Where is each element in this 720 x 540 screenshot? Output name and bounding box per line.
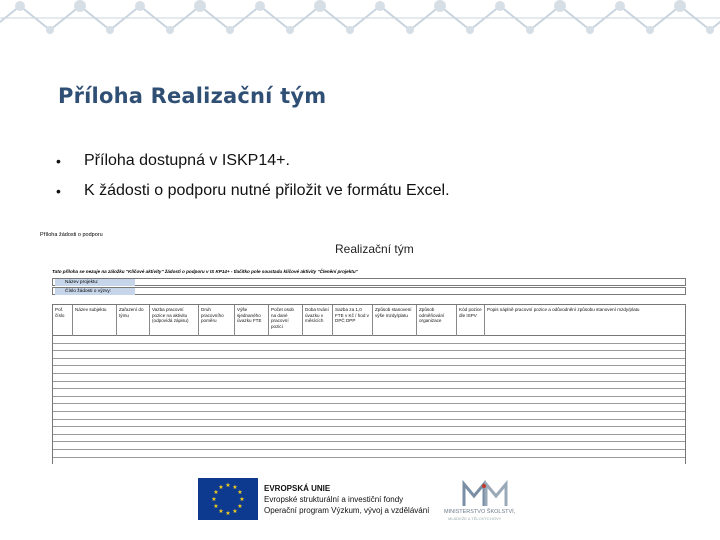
column-header: Výše sjednaného úvazku FTE (235, 305, 269, 336)
sheet-page-label: Příloha žádosti o podporu (40, 232, 103, 238)
ministry-name: MINISTERSTVO ŠKOLSTVÍ, (444, 509, 516, 515)
bullet-dot-icon: • (56, 153, 61, 169)
bullet-item (56, 178, 450, 208)
svg-text:★: ★ (237, 489, 243, 496)
column-header: Počet osob na dané pracovní pozici (269, 305, 303, 336)
table-row (53, 382, 685, 390)
eu-line: Operační program Výzkum, vývoj a vzdělávání (264, 506, 430, 515)
svg-text:★: ★ (232, 484, 238, 491)
table-row (53, 404, 685, 412)
molecule-pattern-banner (0, 0, 720, 36)
svg-text:★: ★ (225, 482, 231, 489)
project-name-field (52, 278, 686, 286)
application-number-field (52, 287, 686, 295)
table-header (52, 304, 686, 336)
bullet-dot-icon: • (56, 183, 61, 199)
table-row (53, 351, 685, 359)
svg-text:★: ★ (232, 508, 238, 515)
msmt-emblem-icon (460, 480, 510, 508)
table-row (53, 412, 685, 420)
column-header: Kód pozice dle ISPV (457, 305, 485, 336)
sheet-note: Tato příloha se nezuje na záložku "Klíčové aktivity" žádosti o podporu v IS KP14+ - tlačítko pole soustadu klíčové aktivity "Členění projektu" (52, 269, 358, 274)
table-row (53, 344, 685, 352)
table-row (53, 450, 685, 458)
column-header: Způsob stanovení výše mzdy/platu (373, 305, 417, 336)
column-header: Popis náplně pracovní pozice a odůvodnění způsobu stanovení mzdy/platu (487, 307, 640, 312)
table-row (53, 389, 685, 397)
svg-text:★: ★ (225, 510, 231, 517)
table-row (53, 427, 685, 435)
svg-text:★: ★ (213, 489, 219, 496)
eu-line: EVROPSKÁ UNIE (264, 484, 331, 493)
table-row (53, 397, 685, 405)
table-row (53, 442, 685, 450)
column-header: Vazba pracovní pozice na aktivitu (odpovídá zápisu) (150, 305, 199, 336)
table-row (53, 435, 685, 443)
slide-title: Příloha Realizační tým (58, 84, 327, 108)
sheet-title: Realizační tým (335, 242, 414, 256)
table-body (52, 336, 686, 464)
svg-text:★: ★ (211, 496, 217, 503)
svg-text:★: ★ (218, 484, 224, 491)
bullet-list (56, 148, 450, 208)
column-header: Poř. číslo (53, 305, 73, 336)
svg-text:★: ★ (213, 503, 219, 510)
application-number-label: Číslo žádosti o výzvy: (55, 288, 135, 295)
column-header: Doba trvání úvazku v měsících (303, 305, 333, 336)
ministry-name-line2: MLÁDEŽE A TĚLOVÝCHOVY (448, 516, 502, 521)
table-row (53, 359, 685, 367)
svg-text:★: ★ (218, 508, 224, 515)
column-header: Sazba za 1,0 FTE v Kč / hod v DPČ DPP (333, 305, 373, 336)
svg-text:★: ★ (237, 503, 243, 510)
table-row (53, 420, 685, 428)
table-row (53, 374, 685, 382)
table-row (53, 366, 685, 374)
eu-line: Evropské strukturální a investiční fondy (264, 495, 404, 504)
column-header: Název subjektu (73, 305, 117, 336)
spreadsheet-preview (40, 228, 690, 464)
ministry-logo (444, 480, 534, 520)
column-header: Zařazení do týmu (117, 305, 150, 336)
bullet-item (56, 148, 450, 178)
table-row (53, 336, 685, 344)
project-name-label: Název projektu: (55, 279, 135, 286)
eu-funding-text (264, 483, 429, 516)
column-header: Druh pracovního poměru (199, 305, 235, 336)
eu-flag-icon (198, 478, 258, 520)
bullet-text: K žádosti o podporu nutné přiložit ve formátu Excel. (84, 182, 450, 199)
bullet-text: Příloha dostupná v ISKP14+. (84, 152, 290, 169)
svg-text:★: ★ (239, 496, 245, 503)
column-header: Způsob odměňování organizace (417, 305, 457, 336)
